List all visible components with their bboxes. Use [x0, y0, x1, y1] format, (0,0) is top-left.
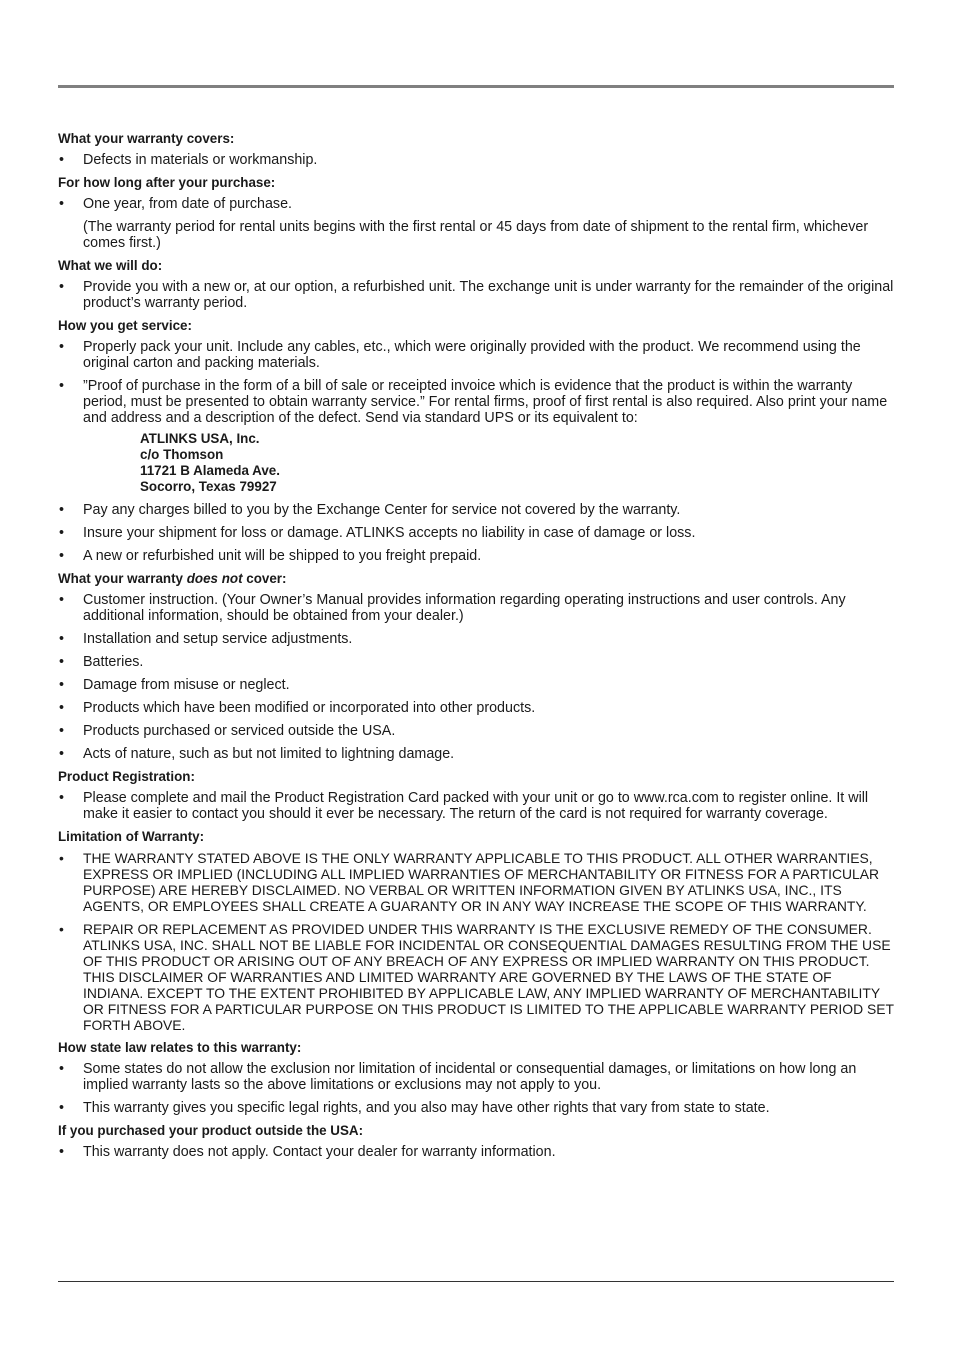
- list-item: • Installation and setup service adjustments.: [58, 631, 894, 647]
- list-item: • Please complete and mail the Product Registration Card packed with your unit or go to www.rca.com to register online. It will make it easier to contact you should it ever be necessary. The return of the card is not required for warranty coverage.: [58, 790, 894, 822]
- section-heading-registration: Product Registration:: [58, 769, 195, 784]
- list-item: • THE WARRANTY STATED ABOVE IS THE ONLY WARRANTY APPLICABLE TO THIS PRODUCT. ALL OTHER WARRANTIES, EXPRESS OR IMPLIED (INCLUDING ALL IMPLIED WARRANTIES OF MERCHANTABILITY OR FITNESS FOR A PARTICULAR PURPOSE) ARE HEREBY DISCLAIMED. NO VERBAL OR WRITTEN INFORMATION GIVEN BY ATLINKS USA, INC., ITS AGENTS, OR EMPLOYEES SHALL CREATE A GUARANTY OR IN ANY WAY INCREASE THE SCOPE OF THIS WARRANTY.: [58, 850, 894, 914]
- list-item: • Damage from misuse or neglect.: [58, 677, 894, 693]
- section-heading-will-do: What we will do:: [58, 258, 163, 273]
- list-item: • Products purchased or serviced outside the USA.: [58, 723, 894, 739]
- section-heading-outside-usa: If you purchased your product outside the USA:: [58, 1123, 364, 1138]
- address-line: 11721 B Alameda Ave.: [140, 463, 280, 478]
- list-item: • Defects in materials or workmanship.: [58, 152, 894, 168]
- list-item: • Products which have been modified or incorporated into other products.: [58, 700, 894, 716]
- list-item: • One year, from date of purchase.: [58, 196, 894, 212]
- list-item: • A new or refurbished unit will be shipped to you freight prepaid.: [58, 548, 894, 564]
- list-item: • This warranty gives you specific legal rights, and you also may have other rights that vary from state to state.: [58, 1100, 894, 1116]
- list-item: • Acts of nature, such as but not limited to lightning damage.: [58, 746, 894, 762]
- list-item: • REPAIR OR REPLACEMENT AS PROVIDED UNDER THIS WARRANTY IS THE EXCLUSIVE REMEDY OF THE CONSUMER. ATLINKS USA, INC. SHALL NOT BE LIABLE FOR INCIDENTAL OR CONSEQUENTIAL DAMAGES RESULTING FROM THE USE OF THIS PRODUCT OR ARISING OUT OF ANY BREACH OF ANY EXPRESS OR IMPLIED WARRANTY ON THIS PRODUCT. THIS DISCLAIMER OF WARRANTIES AND LIMITED WARRANTY ARE GOVERNED BY THE LAWS OF THE STATE OF INDIANA. EXCEPT TO THE EXTENT PROHIBITED BY APPLICABLE LAW, ANY IMPLIED WARRANTY OF MERCHANTABILITY OR FITNESS FOR A PARTICULAR PURPOSE ON THIS PRODUCT IS LIMITED TO THE APPLICABLE WARRANTY PERIOD SET FORTH ABOVE.: [58, 921, 894, 1033]
- list-item: • ”Proof of purchase in the form of a bill of sale or receipted invoice which is evidence that the product is within the warranty period, must be presented to obtain warranty service.” For rental firms, proof of first rental is also required. Also print your name and address and a description of the defect. Send via standard UPS or its equivalent to:: [58, 378, 894, 426]
- list-item: • Some states do not allow the exclusion nor limitation of incidental or consequential damages, or limitations on how long an implied warranty lasts so the above limitations or exclusions may not apply to you.: [58, 1061, 894, 1093]
- list-item: • Pay any charges billed to you by the Exchange Center for service not covered by the warranty.: [58, 502, 894, 518]
- warranty-text: [58, 131, 894, 1167]
- bottom-divider: [58, 1281, 894, 1282]
- address-line: ATLINKS USA, Inc.: [140, 431, 260, 446]
- list-item: • Customer instruction. (Your Owner’s Manual provides information regarding operating instructions and user controls. Any additional information, should be obtained from your dealer.): [58, 592, 894, 624]
- section-heading-duration: For how long after your purchase:: [58, 175, 276, 190]
- section-heading-service: How you get service:: [58, 318, 192, 333]
- section-heading-not-cover: What your warranty does not cover:: [58, 571, 287, 586]
- shipping-address: [58, 431, 894, 495]
- list-item: • Batteries.: [58, 654, 894, 670]
- rental-note: (The warranty period for rental units begins with the first rental or 45 days from date of shipment to the rental firm, whichever comes first.): [83, 219, 869, 251]
- list-item: • Provide you with a new or, at our option, a refurbished unit. The exchange unit is under warranty for the remainder of the original product’s warranty period.: [58, 279, 894, 311]
- section-heading-state-law: How state law relates to this warranty:: [58, 1040, 302, 1055]
- list-item: • Properly pack your unit. Include any cables, etc., which were originally provided with the product. We recommend using the original carton and packing materials.: [58, 339, 894, 371]
- top-divider: [58, 85, 894, 88]
- address-line: Socorro, Texas 79927: [140, 479, 277, 494]
- address-line: c/o Thomson: [140, 447, 224, 462]
- section-heading-limitation: Limitation of Warranty:: [58, 829, 205, 844]
- list-item: • This warranty does not apply. Contact your dealer for warranty information.: [58, 1144, 894, 1160]
- section-heading-covers: What your warranty covers:: [58, 131, 235, 146]
- list-item: • Insure your shipment for loss or damage. ATLINKS accepts no liability in case of damage or loss.: [58, 525, 894, 541]
